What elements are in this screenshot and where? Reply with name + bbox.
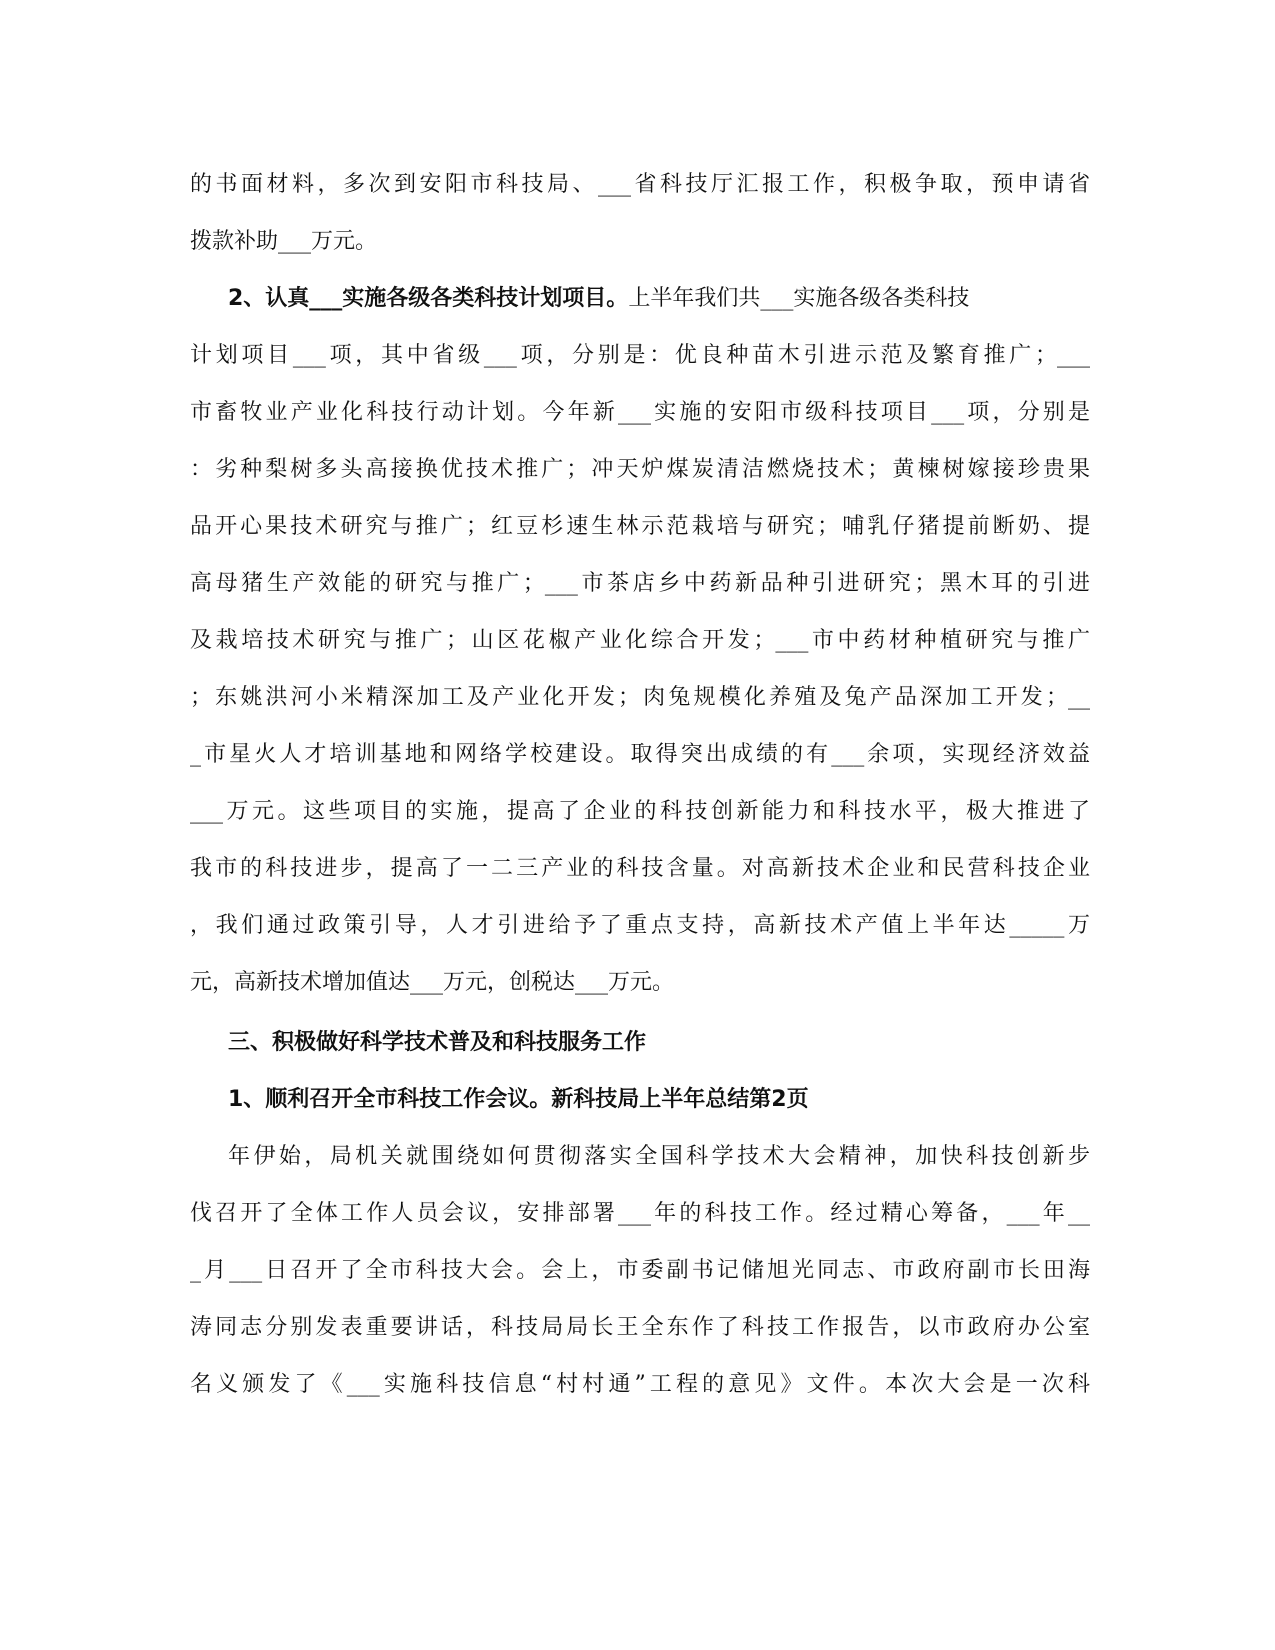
paragraph-heading-line <box>228 279 1090 319</box>
text-line: _市星火人才培训基地和网络学校建设。取得突出成绩的有___余项，实现经济效益 <box>190 742 1090 767</box>
text-line: 涛同志分别发表重要讲话，科技局局长王全东作了科技工作报告，以市政府办公室 <box>190 1315 1090 1340</box>
inline-text: 上半年我们共___实施各级各类科技 <box>628 286 970 311</box>
subsection-heading: 1、顺利召开全市科技工作会议。新科技局上半年总结第2页 <box>228 1087 809 1112</box>
text-line: ；东姚洪河小米精深加工及产业化开发；肉兔规模化养殖及兔产品深加工开发；__ <box>190 685 1090 710</box>
inline-heading: 2、认真___实施各级各类科技计划项目。 <box>228 286 629 311</box>
text-line: ___万元。这些项目的实施，提高了企业的科技创新能力和科技水平，极大推进了 <box>190 799 1090 824</box>
text-line: ：劣种梨树多头高接换优技术推广；冲天炉煤炭清洁燃烧技术；黄楝树嫁接珍贵果 <box>190 457 1090 482</box>
text-line: 伐召开了全体工作人员会议，安排部署___年的科技工作。经过精心筹备，___年__ <box>190 1201 1090 1226</box>
text-line: 品开心果技术研究与推广；红豆杉速生林示范栽培与研究；哺乳仔猪提前断奶、提 <box>190 514 1090 539</box>
section-heading: 三、积极做好科学技术普及和科技服务工作 <box>228 1030 647 1055</box>
text-line: 名义颁发了《___实施科技信息“村村通”工程的意见》文件。本次大会是一次科 <box>190 1372 1090 1397</box>
text-line: 市畜牧业产业化科技行动计划。今年新___实施的安阳市级科技项目___项，分别是 <box>190 400 1090 425</box>
text-line: 高母猪生产效能的研究与推广；___市茶店乡中药新品种引进研究；黑木耳的引进 <box>190 571 1090 596</box>
text-line: _月___日召开了全市科技大会。会上，市委副书记储旭光同志、市政府副市长田海 <box>190 1258 1090 1283</box>
text-line: 拨款补助___万元。 <box>190 229 378 254</box>
text-line: ，我们通过政策引导，人才引进给予了重点支持，高新技术产值上半年达_____万 <box>190 913 1090 938</box>
text-line: 我市的科技进步，提高了一二三产业的科技含量。对高新技术企业和民营科技企业 <box>190 856 1090 881</box>
text-line: 计划项目___项，其中省级___项，分别是：优良种苗木引进示范及繁育推广；___ <box>190 343 1090 368</box>
text-line: 及栽培技术研究与推广；山区花椒产业化综合开发；___市中药材种植研究与推广 <box>190 628 1090 653</box>
text-line: 年伊始，局机关就围绕如何贯彻落实全国科学技术大会精神，加快科技创新步 <box>228 1144 1090 1169</box>
text-line: 元，高新技术增加值达___万元，创税达___万元。 <box>190 970 675 995</box>
text-line: 的书面材料，多次到安阳市科技局、___省科技厅汇报工作，积极争取，预申请省 <box>190 172 1090 197</box>
